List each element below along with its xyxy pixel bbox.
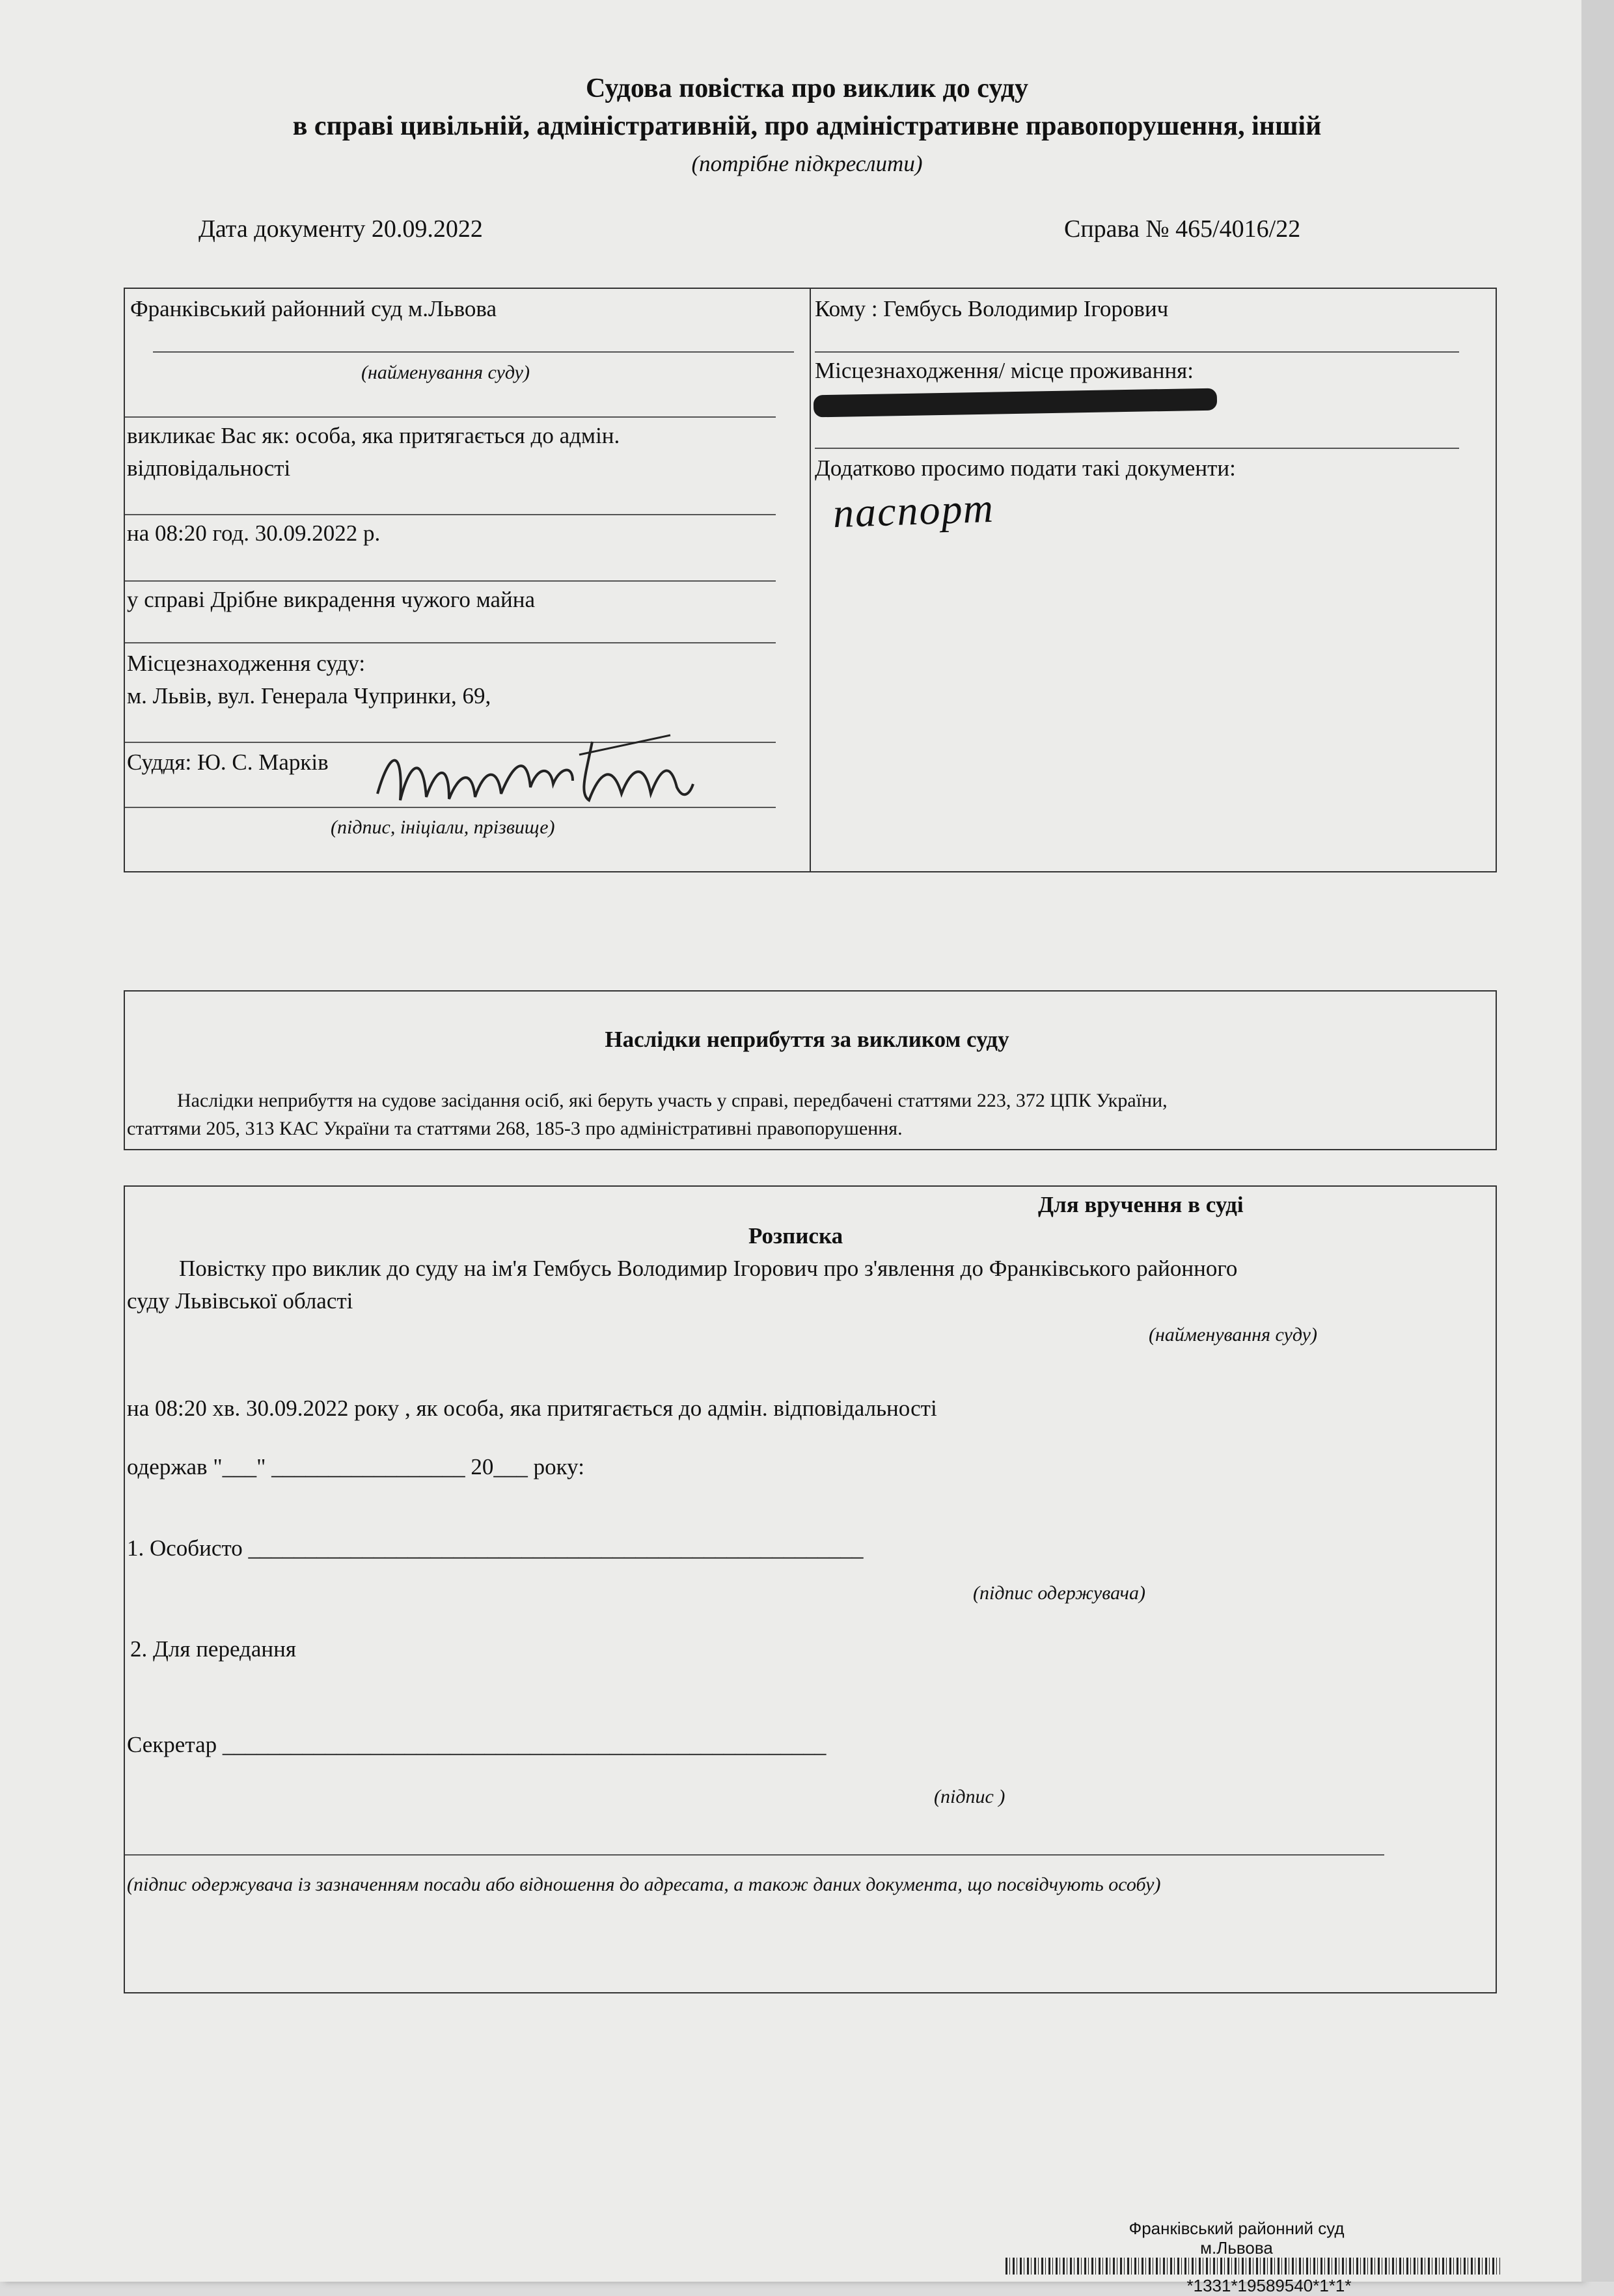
recipient-name: Кому : Гембусь Володимир Ігорович: [815, 296, 1169, 321]
secretary-line: Секретар _____________________________________________________: [127, 1732, 827, 1757]
receipt-line2: суду Львівської області: [127, 1288, 353, 1314]
doc-date: Дата документу 20.09.2022: [198, 215, 483, 243]
court-location-label: Місцезнаходження суду:: [127, 651, 366, 676]
hearing-time: на 08:20 год. 30.09.2022 р.: [127, 520, 381, 546]
receipt-court-caption: (найменування суду): [1149, 1324, 1317, 1345]
secretary-caption: (підпис ): [934, 1786, 1005, 1807]
court-location: м. Львів, вул. Генерала Чупринки, 69,: [127, 683, 491, 709]
court-name-caption: (найменування суду): [361, 362, 530, 383]
case-number: Справа № 465/4016/22: [1064, 215, 1301, 243]
doc-title: Судова повістка про виклик до суду: [586, 74, 1028, 103]
rule: [815, 351, 1459, 353]
court-name: Франківський районний суд м.Львова: [130, 296, 497, 321]
received-date-line: одержав "___" _________________ 20___ року:: [127, 1454, 584, 1479]
rule: [125, 642, 776, 643]
personal-signature-line: 1. Особисто ______________________________________________________: [127, 1535, 864, 1561]
receipt-title: Розписка: [748, 1223, 843, 1249]
rule: [815, 448, 1459, 449]
residence-label: Місцезнаходження/ місце проживання:: [815, 358, 1194, 383]
stamp-city: м.Львова: [1200, 2238, 1273, 2258]
receipt-footer-caption: (підпис одержувача із зазначенням посади або відношення до адресата, а також даних документа, що посвідчують особу): [127, 1874, 1161, 1895]
judge-signature: [364, 722, 703, 820]
consequences-text-2: статтями 205, 313 КАС України та статтями 268, 185-3 про адміністративні правопорушення.: [127, 1118, 903, 1139]
barcode-number: *1331*19589540*1*1*: [1186, 2276, 1352, 2295]
rule: [125, 1854, 1384, 1856]
rule: [125, 514, 776, 515]
documents-label: Додатково просимо подати такі документи:: [815, 455, 1236, 481]
rule: [125, 416, 776, 418]
for-court-label: Для вручення в суді: [1038, 1192, 1244, 1217]
transfer-label: 2. Для передання: [130, 1636, 296, 1662]
judge-name: Суддя: Ю. С. Марків: [127, 750, 329, 775]
rule: [153, 351, 794, 353]
column-divider: [810, 288, 811, 871]
receipt-time-line: на 08:20 хв. 30.09.2022 року , як особа, яка притягається до адмін. відповідальності: [127, 1396, 937, 1421]
summoned-as-line1: викликає Вас як: особа, яка притягається до адмін.: [127, 423, 620, 448]
personal-signature-caption: (підпис одержувача): [973, 1582, 1145, 1604]
consequences-text-1: Наслідки неприбуття на судове засідання осіб, які беруть участь у справі, передбачені статтями 223, 372 ЦПК України,: [177, 1090, 1168, 1111]
rule: [125, 580, 776, 582]
page-edge: [1581, 0, 1614, 2282]
receipt-line1: Повістку про виклик до суду на ім'я Гембусь Володимир Ігорович про з'явлення до Франківського районного: [179, 1256, 1238, 1281]
handwritten-documents: паспорт: [832, 484, 995, 537]
doc-subtitle: в справі цивільній, адміністративній, про адміністративне правопорушення, іншій: [292, 111, 1322, 141]
case-subject: у справі Дрібне викрадення чужого майна: [127, 587, 536, 612]
summoned-as-line2: відповідальності: [127, 455, 291, 481]
title-note: (потрібне підкреслити): [691, 151, 923, 176]
consequences-title: Наслідки неприбуття за викликом суду: [605, 1027, 1009, 1052]
stamp-court: Франківський районний суд: [1128, 2219, 1345, 2238]
signature-caption: (підпис, ініціали, прізвище): [331, 817, 555, 838]
